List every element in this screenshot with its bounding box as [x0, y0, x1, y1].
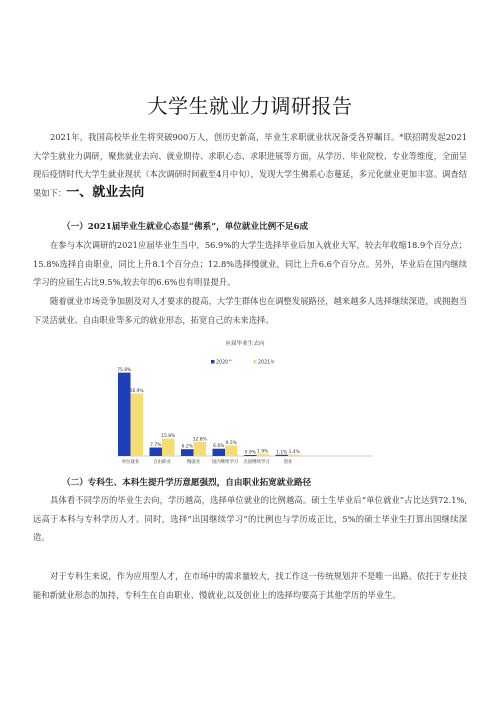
data-label-2021-2: 12.8% [192, 437, 207, 443]
legend-swatch-2021 [253, 360, 257, 364]
data-label-2020-2: 6.2% [181, 444, 193, 450]
category-label-5: 创业 [283, 460, 293, 465]
bar-2020-3 [213, 449, 226, 456]
intro-paragraph [33, 128, 467, 202]
data-label-2020-1: 7.7% [150, 443, 162, 449]
bar-2021-2 [194, 442, 207, 456]
intro-text: 2021年，我国高校毕业生将突破900万人，创历史新高，毕业生求职就业状况备受各界瞩目。*联招聘发起2021大学生就业力调研，聚焦就业去向、就业期待、求职心态、求职进展等方面，从学历、毕业院校、专业等维度，全面呈现后疫情时代大学生就业现状（本次调研时间截至4月中旬），发现大学生佛系心态蔓延，多元化就业更加丰富。调查结果如下： [33, 132, 467, 198]
data-label-2020-3: 6.6% [213, 444, 225, 450]
paragraph-2: 随着就业市场竞争加剧及对人才要求的提高，大学生群体也在调整发展路径，越来越多人选择继续深造，或拥抱当下灵活就业、自由职业等多元的就业形态，拓宽自己的未来选择。 [33, 296, 467, 325]
bar-2020-2 [181, 449, 194, 456]
data-label-2021-3: 9.5% [225, 441, 237, 447]
data-label-2020-0: 75.8% [117, 368, 132, 374]
section-heading-employment: 一、就业去向 [66, 184, 145, 200]
destination-bar-chart [115, 336, 375, 466]
data-label-2021-1: 15.8% [161, 434, 176, 440]
data-label-2021-5: 1.4% [288, 449, 300, 455]
data-label-2021-4: 1.9% [257, 449, 269, 455]
bar-2021-1 [162, 439, 175, 456]
category-label-3: 国内继续学习 [211, 460, 239, 465]
bars-group [117, 367, 300, 465]
chart-title: 应届毕业生去向 [225, 341, 265, 347]
legend-label-2020: 2020^ [216, 360, 233, 366]
subheading-1: （一）2021届毕业生就业心态显“佛系”，单位就业比例不足6成 [62, 222, 309, 232]
paragraph-1: 在参与本次调研的2021应届毕业生当中，56.9%的大学生选择毕业后加入就业大军，较去年收缩18.9个百分点；15.8%选择自由职业，同比上升8.1个百分点；12.8%选择慢就业，同比上升6.6个百分点。另外，毕业后在国内继续学习的应届生占比9.5%,较去年的6.6%也有明显提升。 [33, 240, 467, 288]
subheading-2: （二）专科生、本科生提升学历意愿强烈，自由职业拓宽就业路径 [62, 478, 312, 488]
category-label-2: 慢就业 [186, 460, 201, 465]
data-label-2021-0: 56.9% [129, 388, 144, 394]
category-label-1: 自由职业 [153, 460, 171, 465]
category-label-4: 出国继续学习 [243, 460, 270, 465]
category-label-0: 单位就业 [121, 460, 140, 465]
bar-2021-0 [131, 393, 144, 456]
bar-2021-3 [225, 446, 238, 456]
paragraph-3: 具体看不同学历的毕业生去向，学历越高，选择单位就业的比例越高。硕士生毕业后“单位就业”占比达到72.1%,远高于本科与专科学历人才。同时，选择“出国继续学习”的比例也与学历成正比，5%的硕士毕业生打算出国继续深造。 [33, 495, 467, 543]
page-title: 大学生就业力调研报告 [147, 94, 353, 118]
legend-swatch-2020 [211, 360, 215, 364]
data-label-2020-5: 1.1% [276, 450, 288, 456]
chart-legend [211, 359, 275, 366]
data-label-2020-4: 0.9% [244, 450, 256, 456]
paragraph-4: 对于专科生来说，作为应用型人才，在市场中的需求量较大，找工作这一传统规划并不是唯一出路。依托于专业技能和新就业形态的加持，专科生在自由职业、慢就业,以及创业上的选择均要高于其他学历的毕业生。 [33, 571, 467, 600]
bar-2020-1 [150, 448, 163, 456]
bar-2020-0 [118, 373, 131, 456]
legend-label-2021: 2021年 [258, 360, 276, 366]
